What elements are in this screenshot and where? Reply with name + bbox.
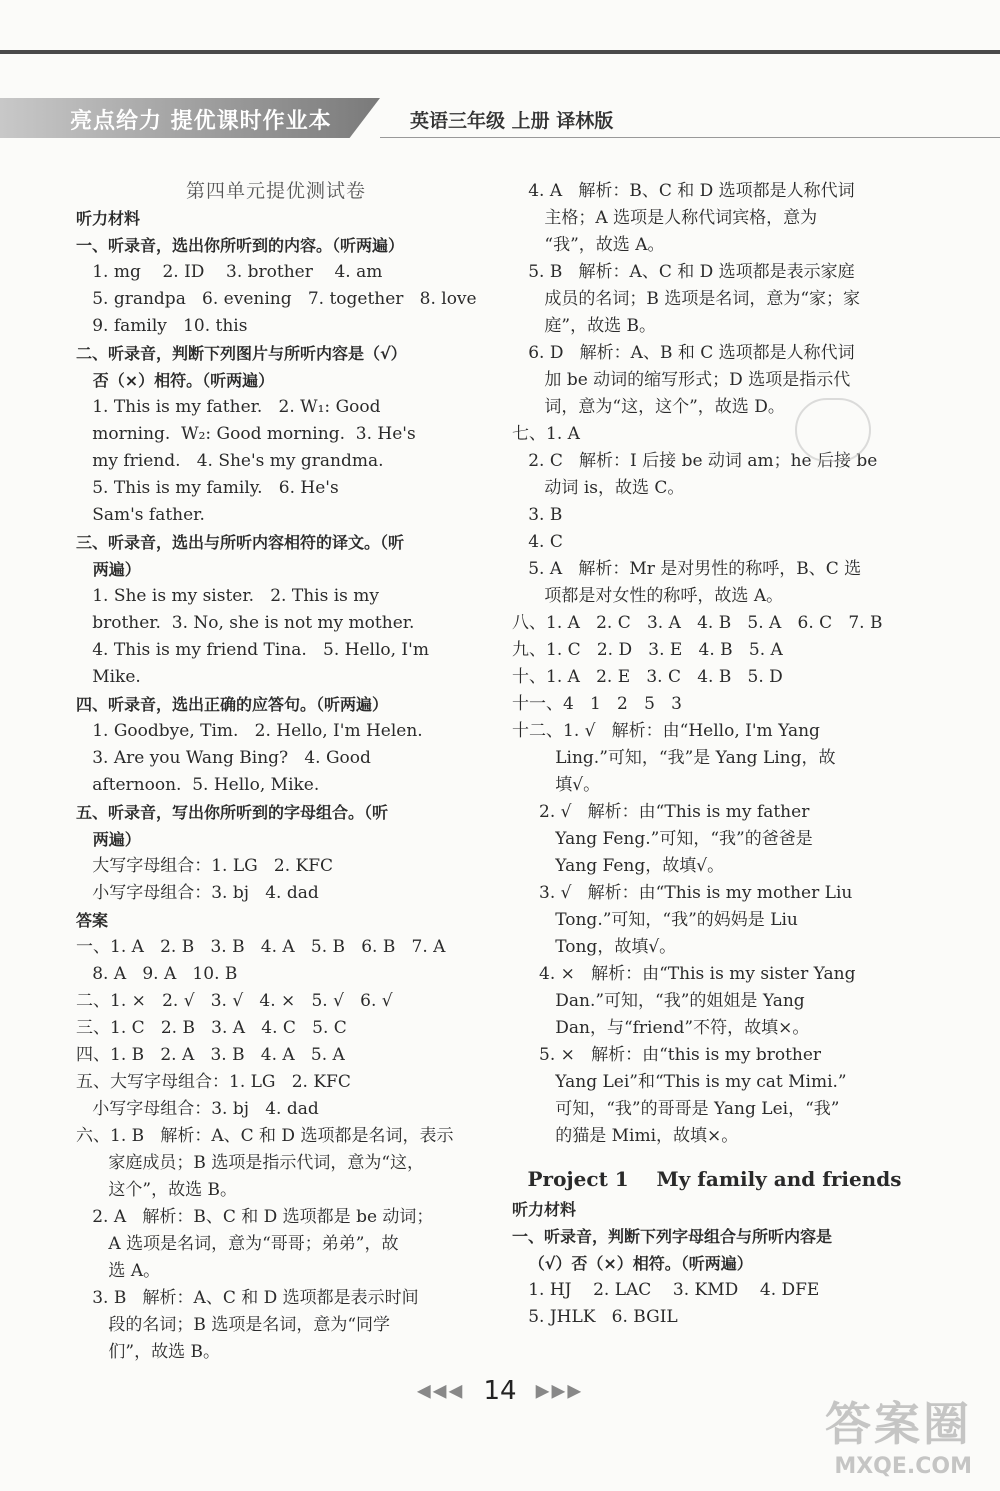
series-title: 亮点给力 提优课时作业本: [70, 109, 332, 134]
text-line: 5. This is my family. 6. He's: [76, 478, 339, 498]
header-rule: [380, 137, 1000, 138]
text-line: 五、听录音，写出你所听到的字母组合。（听: [76, 803, 389, 822]
text-line: 4. C: [512, 532, 563, 552]
text-line: 第四单元提优测试卷: [185, 180, 366, 202]
text-line: 九、1. C 2. D 3. E 4. B 5. A: [512, 640, 783, 660]
watermark: [825, 1388, 972, 1479]
text-line: 否（×）相符。（听两遍）: [76, 371, 275, 390]
text-line: 十二、1. √ 解析：由“Hello, I'm Yang: [512, 721, 820, 741]
text-line: 一、听录音，判断下列字母组合与所听内容是: [512, 1227, 833, 1246]
text-line: 段的名词；B 选项是名词，意为“同学: [76, 1315, 391, 1335]
text-line: （√）否（×）相符。（听两遍）: [512, 1254, 753, 1273]
text-line: 两遍）: [76, 560, 141, 579]
text-line: 听力材料: [512, 1200, 577, 1219]
text-line: Tong.”可知，“我”的妈妈是 Liu: [512, 910, 798, 930]
text-line: 项都是对女性的称呼，故选 A。: [512, 586, 784, 606]
text-line: 十、1. A 2. E 3. C 4. B 5. D: [512, 667, 783, 687]
text-line: 两遍）: [76, 830, 141, 849]
top-rule: [0, 50, 1000, 54]
text-line: 三、1. C 2. B 3. A 4. C 5. C: [76, 1018, 347, 1038]
text-line: afternoon. 5. Hello, Mike.: [76, 775, 320, 795]
text-line: 5. grandpa 6. evening 7. together 8. love: [76, 289, 477, 309]
text-line: brother. 3. No, she is not my mother.: [76, 613, 415, 633]
text-line: 1. Goodbye, Tim. 2. Hello, I'm Helen.: [76, 721, 423, 741]
text-line: 三、听录音，选出与所听内容相符的译文。（听: [76, 533, 405, 552]
text-line: 5. × 解析：由“this is my brother: [512, 1045, 822, 1065]
text-line: morning. W₂: Good morning. 3. He's: [76, 424, 416, 444]
page-header: [0, 98, 1000, 138]
prev-arrows-icon: ◀◀◀: [416, 1380, 465, 1402]
right-column: [512, 178, 917, 1331]
watermark-url: MXQE.COM: [834, 1454, 972, 1479]
text-line: 4. × 解析：由“This is my sister Yang: [512, 964, 856, 984]
text-line: Project 1 My family and friends: [527, 1167, 902, 1191]
next-arrows-icon: ▶▶▶: [535, 1380, 584, 1402]
watermark-logo: 答案圈: [825, 1397, 972, 1451]
text-line: [512, 1150, 917, 1162]
text-line: 2. C 解析：I 后接 be 动词 am；he 后接 be: [512, 451, 878, 471]
text-line: 答案: [76, 911, 109, 930]
text-line: Yang Feng.”可知，“我”的爸爸是: [512, 829, 813, 849]
text-line: Dan，与“friend”不符，故填×。: [512, 1018, 810, 1038]
text-line: Yang Lei”和“This is my cat Mimi.”: [512, 1072, 847, 1092]
text-line: 动词 is，故选 C。: [512, 478, 685, 498]
text-line: 1. She is my sister. 2. This is my: [76, 586, 380, 606]
text-line: 八、1. A 2. C 3. A 4. B 5. A 6. C 7. B: [512, 613, 883, 633]
text-line: 词，意为“这，这个”，故选 D。: [512, 397, 785, 417]
text-line: 一、1. A 2. B 3. B 4. A 5. B 6. B 7. A: [76, 937, 446, 957]
page-number: 14: [483, 1376, 517, 1406]
text-line: 成员的名词；B 选项是名词，意为“家；家: [512, 289, 861, 309]
text-line: 庭”，故选 B。: [512, 316, 657, 336]
text-line: my friend. 4. She's my grandma.: [76, 451, 384, 471]
text-line: 五、大写字母组合：1. LG 2. KFC: [76, 1072, 351, 1092]
text-line: 3. √ 解析：由“This is my mother Liu: [512, 883, 853, 903]
text-line: Dan.”可知，“我”的姐姐是 Yang: [512, 991, 805, 1011]
text-line: 这个”，故选 B。: [76, 1180, 238, 1200]
text-line: A 选项是名词，意为“哥哥；弟弟”，故: [76, 1234, 399, 1254]
text-line: Ling.”可知，“我”是 Yang Ling，故: [512, 748, 836, 768]
text-line: Sam's father.: [76, 505, 205, 525]
text-line: Yang Feng，故填√。: [512, 856, 725, 876]
text-line: 主格；A 选项是人称代词宾格，意为: [512, 208, 818, 228]
text-line: 家庭成员；B 选项是指示代词，意为“这，: [76, 1153, 425, 1173]
text-line: 小写字母组合：3. bj 4. dad: [76, 1099, 319, 1119]
text-line: 们”，故选 B。: [76, 1342, 221, 1362]
text-line: 5. JHLK 6. BGIL: [512, 1307, 678, 1327]
left-column: [76, 178, 476, 1366]
text-line: “我”，故选 A。: [512, 235, 665, 255]
text-line: 听力材料: [76, 209, 141, 228]
text-line: 6. D 解析：A、B 和 C 选项都是人称代词: [512, 343, 855, 363]
text-line: 二、1. × 2. √ 3. √ 4. × 5. √ 6. √: [76, 991, 393, 1011]
text-line: 1. This is my father. 2. W₁: Good: [76, 397, 381, 417]
text-line: 4. A 解析：B、C 和 D 选项都是人称代词: [512, 181, 855, 201]
text-line: Mike.: [76, 667, 141, 687]
text-line: 四、1. B 2. A 3. B 4. A 5. A: [76, 1045, 345, 1065]
text-line: 四、听录音，选出正确的应答句。（听两遍）: [76, 695, 389, 714]
text-line: 3. B: [512, 505, 563, 525]
text-line: 2. A 解析：B、C 和 D 选项都是 be 动词；: [76, 1207, 434, 1227]
text-line: 5. A 解析：Mr 是对男性的称呼，B、C 选: [512, 559, 862, 579]
stamp-mark: [795, 398, 871, 462]
text-line: Tong，故填√。: [512, 937, 677, 957]
text-line: 可知，“我”的哥哥是 Yang Lei，“我”: [512, 1099, 840, 1119]
text-line: 1. HJ 2. LAC 3. KMD 4. DFE: [512, 1280, 820, 1300]
text-line: 2. √ 解析：由“This is my father: [512, 802, 810, 822]
text-line: 二、听录音，判断下列图片与所听内容是（√）: [76, 344, 407, 363]
text-line: 十一、4 1 2 5 3: [512, 694, 682, 714]
text-line: 1. mg 2. ID 3. brother 4. am: [76, 262, 383, 282]
text-line: 8. A 9. A 10. B: [76, 964, 238, 984]
text-line: 5. B 解析：A、C 和 D 选项都是表示家庭: [512, 262, 855, 282]
text-line: 七、1. A: [512, 424, 580, 444]
text-line: 填√。: [512, 775, 601, 795]
text-line: 3. B 解析：A、C 和 D 选项都是表示时间: [76, 1288, 419, 1308]
text-line: 4. This is my friend Tina. 5. Hello, I'm: [76, 640, 429, 660]
text-line: 3. Are you Wang Bing? 4. Good: [76, 748, 371, 768]
text-line: 小写字母组合：3. bj 4. dad: [76, 883, 319, 903]
text-line: 选 A。: [76, 1261, 161, 1281]
text-line: 9. family 10. this: [76, 316, 248, 336]
text-line: 加 be 动词的缩写形式；D 选项是指示代: [512, 370, 851, 390]
text-line: 六、1. B 解析：A、C 和 D 选项都是名词，表示: [76, 1126, 454, 1146]
book-title: 英语三年级 上册 译林版: [410, 110, 614, 132]
text-line: 一、听录音，选出你所听到的内容。（听两遍）: [76, 236, 405, 255]
text-line: 大写字母组合：1. LG 2. KFC: [76, 856, 334, 876]
text-line: 的猫是 Mimi，故填×。: [512, 1126, 739, 1146]
